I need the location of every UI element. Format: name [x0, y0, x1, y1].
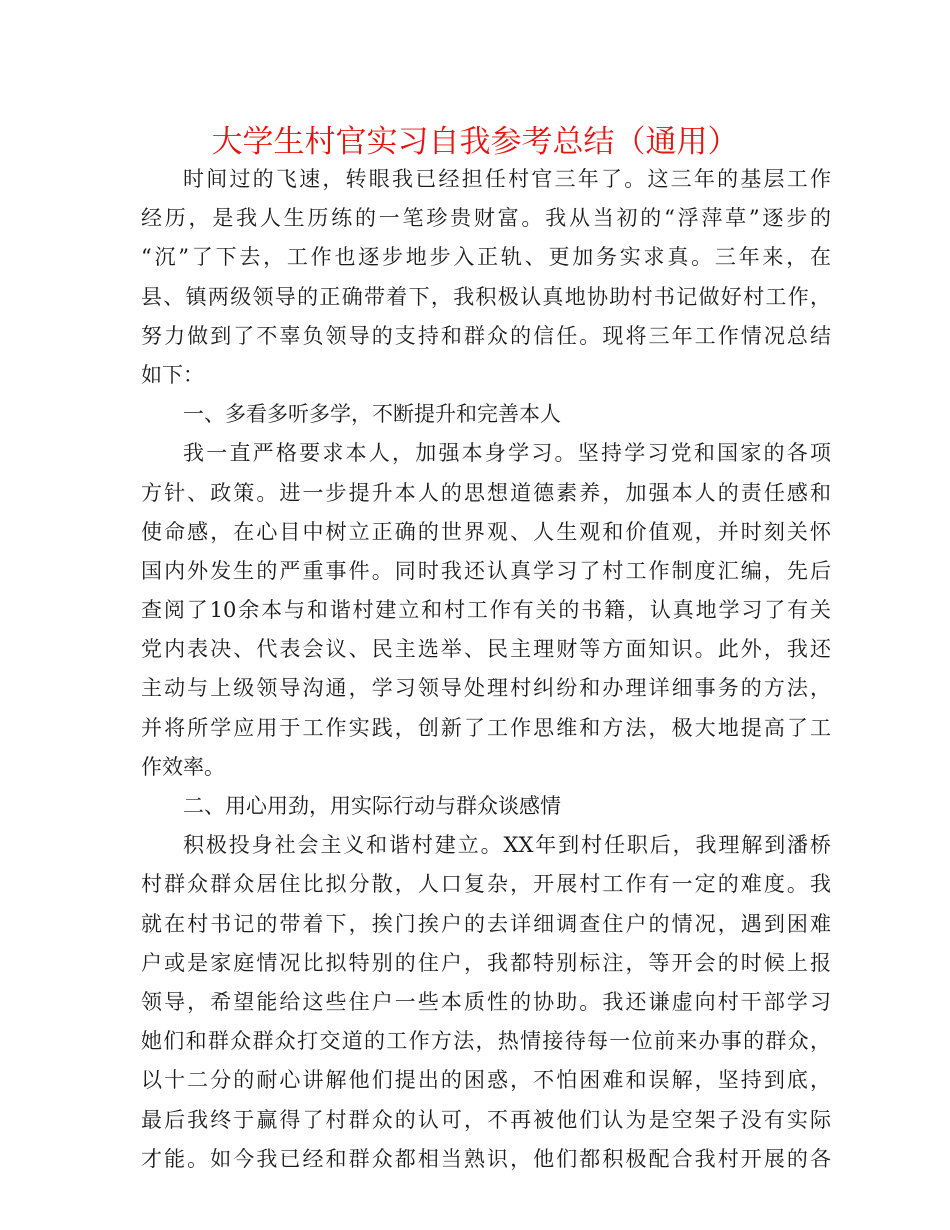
text-line: 就在村书记的带着下，挨门挨户的去详细调查住户的情况，遇到困难 [141, 911, 831, 936]
text-line: 时间过的飞速，转眼我已经担任村官三年了。这三年的基层工作 [183, 167, 831, 191]
text-line: 一、多看多听多学，不断提升和完善本人 [183, 402, 561, 427]
text-line: 查阅了10余本与和谐村建立和村工作有关的书籍，认真地学习了有关 [141, 598, 831, 623]
document-title: 大学生村官实习自我参考总结（通用） [211, 124, 739, 160]
text-line: 她们和群众群众打交道的工作方法，热情接待每一位前来办事的群众， [141, 1029, 831, 1054]
text-line: 方针、政策。进一步提升本人的思想道德素养，加强本人的责任感和 [141, 480, 831, 505]
text-line: 县、镇两级领导的正确带着下，我积极认真地协助村书记做好村工作， [141, 284, 831, 309]
text-line: 作效率。 [141, 754, 225, 779]
text-line: 并将所学应用于工作实践，创新了工作思维和方法，极大地提高了工 [141, 715, 831, 740]
text-line: 积极投身社会主义和谐村建立。XX年到村任职后，我理解到潘桥 [183, 833, 831, 858]
text-line: 以十二分的耐心讲解他们提出的困惑，不怕困难和误解，坚持到底， [141, 1068, 831, 1093]
text-line: 主动与上级领导沟通，学习领导处理村纠纷和办理详细事务的方法， [141, 676, 831, 701]
text-line: 努力做到了不辜负领导的支持和群众的信任。现将三年工作情况总结 [141, 323, 831, 348]
text-line: 使命感，在心目中树立正确的世界观、人生观和价值观，并时刻关怀 [141, 519, 831, 544]
text-line: 国内外发生的严重事件。同时我还认真学习了村工作制度汇编，先后 [141, 558, 831, 583]
text-line: “沉”了下去，工作也逐步地步入正轨、更加务实求真。三年来，在 [141, 245, 831, 270]
text-line: 我一直严格要求本人，加强本身学习。坚持学习党和国家的各项 [183, 441, 831, 466]
text-line: 经历，是我人生历练的一笔珍贵财富。我从当初的“浮萍草”逐步的 [141, 206, 831, 231]
document-body [141, 160, 831, 1179]
text-line: 最后我终于赢得了村群众的认可，不再被他们认为是空架子没有实际 [141, 1107, 831, 1132]
text-line: 村群众群众居住比拟分散，人口复杂，开展村工作有一定的难度。我 [141, 872, 831, 897]
text-line: 领导，希望能给这些住户一些本质性的协助。我还谦虚向村干部学习 [141, 989, 831, 1014]
text-line: 户或是家庭情况比拟特别的住户，我都特别标注，等开会的时候上报 [141, 950, 831, 975]
text-line: 才能。如今我已经和群众都相当熟识，他们都积极配合我村开展的各 [141, 1146, 831, 1171]
text-line: 党内表决、代表会议、民主选举、民主理财等方面知识。此外，我还 [141, 637, 831, 662]
text-line: 如下： [141, 362, 204, 387]
text-line: 二、用心用劲，用实际行动与群众谈感情 [183, 794, 561, 818]
